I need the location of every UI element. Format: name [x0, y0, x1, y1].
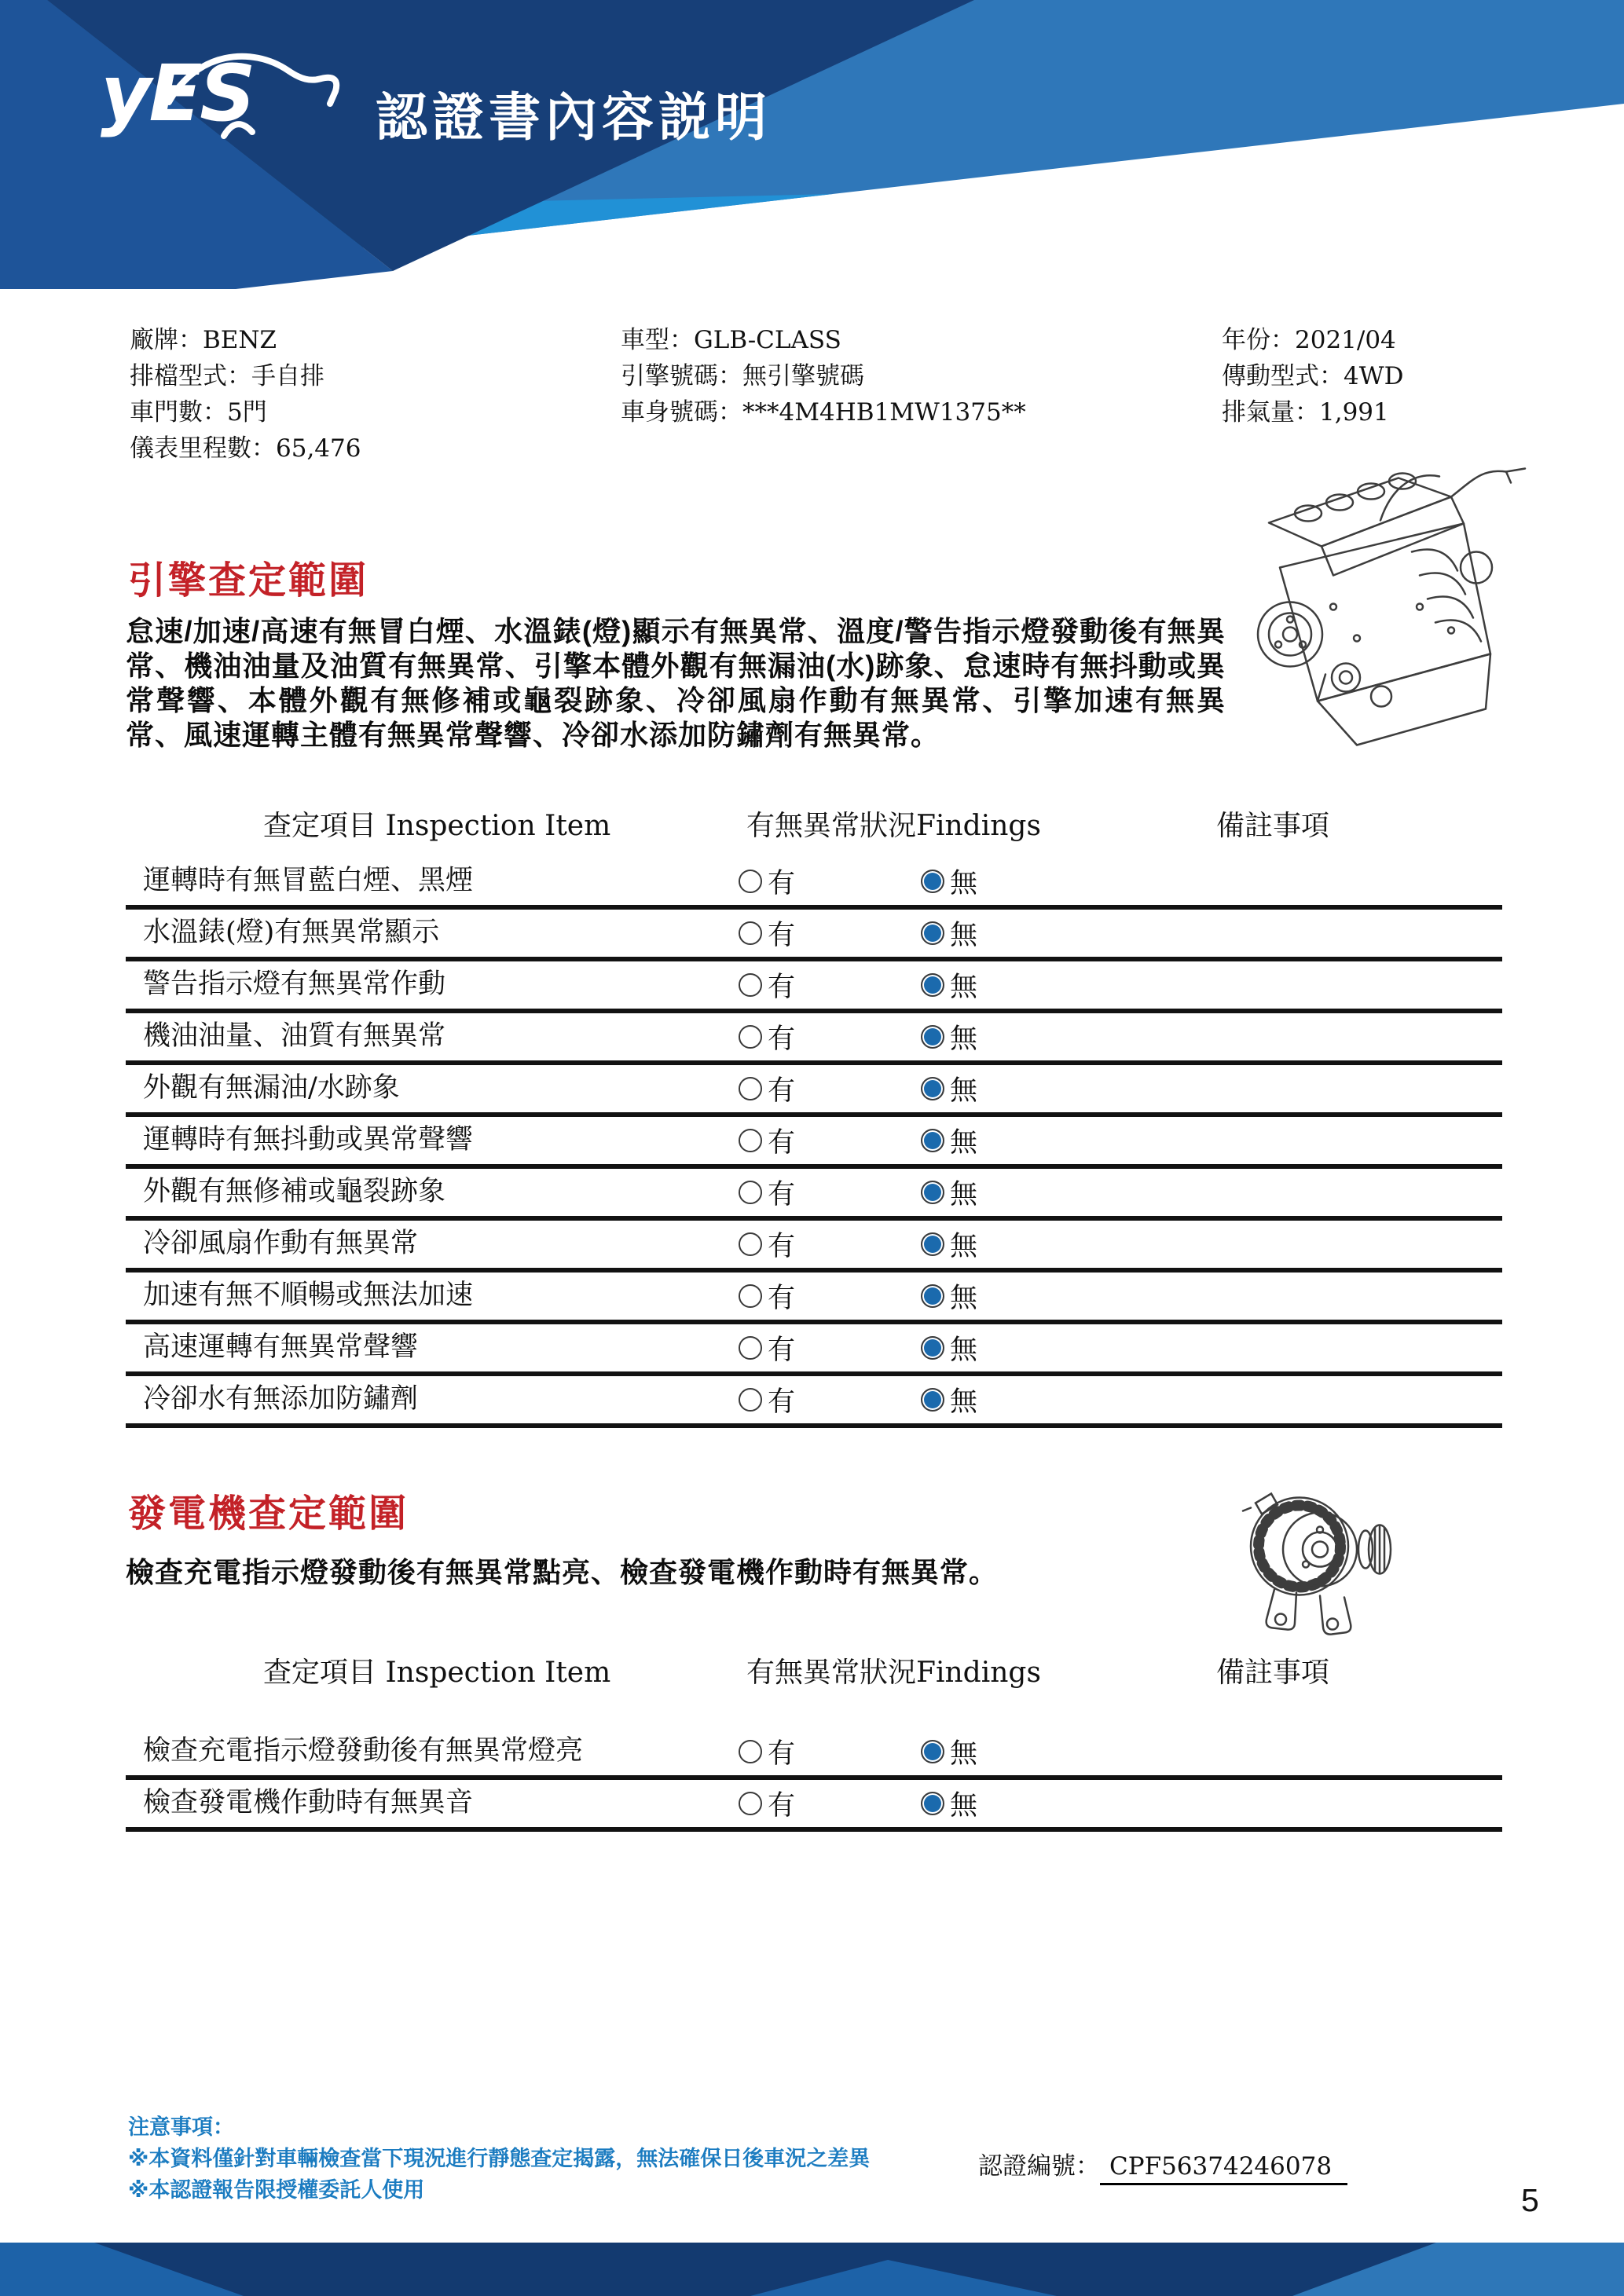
- radio-selected-icon[interactable]: [921, 1129, 944, 1152]
- radio-label: 無: [950, 920, 978, 951]
- info-value: 5門: [227, 398, 267, 427]
- engine-section-description: 怠速/加速/高速有無冒白煙、水溫錶(燈)顯示有無異常、溫度/警告指示燈發動後有無異常、機油油量及油質有無異常、引擎本體外觀有無漏油(水)跡象、怠速時有無抖動或異常聲響、本體外觀有無修補或龜裂跡象、冷卻風扇作動有無異常、引擎加速有無異常、風速運轉主體有無異常聲響、冷卻水添加防鏽劑有無異常。: [126, 615, 1226, 751]
- info-label: 排氣量：: [1222, 398, 1319, 427]
- info-label: 車門數：: [130, 398, 227, 427]
- info-value: 4WD: [1344, 362, 1404, 390]
- radio-unselected-icon[interactable]: [739, 921, 762, 945]
- radio-selected-icon[interactable]: [921, 973, 944, 997]
- radio-label: 有: [768, 1386, 796, 1418]
- radio-unselected-icon[interactable]: [739, 870, 762, 893]
- radio-unselected-icon[interactable]: [739, 1388, 762, 1412]
- inspection-item-label: 外觀有無漏油/水跡象: [143, 1072, 400, 1104]
- radio-yes[interactable]: [739, 1376, 795, 1423]
- notice-title: 注意事項：: [128, 2115, 234, 2139]
- radio-yes[interactable]: [739, 1324, 795, 1371]
- info-label: 排檔型式：: [130, 362, 251, 390]
- inspection-row: [126, 1273, 1502, 1324]
- footer-banner: [0, 2243, 1624, 2296]
- radio-label: 有: [768, 1231, 796, 1262]
- info-label: 引擎號碼：: [621, 362, 742, 390]
- radio-unselected-icon[interactable]: [739, 973, 762, 997]
- inspection-item-label: 外觀有無修補或龜裂跡象: [143, 1176, 446, 1207]
- radio-yes[interactable]: [739, 1117, 795, 1164]
- info-label: 年份：: [1222, 326, 1295, 354]
- inspection-item-label: 警告指示燈有無異常作動: [143, 969, 446, 1000]
- radio-unselected-icon[interactable]: [739, 1740, 762, 1763]
- radio-label: 有: [768, 920, 796, 951]
- radio-no[interactable]: [921, 1117, 977, 1164]
- inspection-item-label: 機油油量、油質有無異常: [143, 1020, 446, 1052]
- radio-label: 無: [950, 1127, 978, 1159]
- radio-no[interactable]: [921, 1221, 977, 1268]
- notice-line-2: ※本認證報告限授權委託人使用: [128, 2178, 425, 2202]
- generator-table-rows: [126, 1728, 1502, 1832]
- radio-no[interactable]: [921, 1065, 977, 1112]
- radio-label: 有: [768, 1738, 796, 1770]
- radio-yes[interactable]: [739, 1013, 795, 1060]
- radio-selected-icon[interactable]: [921, 1740, 944, 1763]
- info-line: [1222, 322, 1403, 358]
- yes-logo: yES: [101, 49, 254, 139]
- radio-label: 有: [768, 1075, 796, 1107]
- inspection-row: [126, 1221, 1502, 1273]
- radio-unselected-icon[interactable]: [739, 1025, 762, 1049]
- radio-selected-icon[interactable]: [921, 921, 944, 945]
- radio-yes[interactable]: [739, 1065, 795, 1112]
- inspection-row: [126, 1728, 1502, 1780]
- info-line: [130, 322, 361, 358]
- engine-table-rows: [126, 858, 1502, 1428]
- radio-label: 無: [950, 1023, 978, 1055]
- table-header-row: [126, 1650, 1502, 1700]
- radio-selected-icon[interactable]: [921, 1025, 944, 1049]
- radio-no[interactable]: [921, 1169, 977, 1216]
- radio-label: 有: [768, 1023, 796, 1055]
- info-line: [621, 358, 1026, 394]
- info-value: 2021/04: [1295, 326, 1396, 354]
- info-label: 車型：: [621, 326, 694, 354]
- radio-label: 有: [768, 1335, 796, 1366]
- info-value: ***4M4HB1MW1375**: [742, 398, 1026, 427]
- radio-yes[interactable]: [739, 858, 795, 905]
- info-label: 傳動型式：: [1222, 362, 1344, 390]
- certificate-number-value: CPF56374246078: [1100, 2152, 1347, 2185]
- radio-no[interactable]: [921, 961, 977, 1009]
- page-number: 5: [1521, 2182, 1539, 2218]
- col-header-remarks: 備註事項: [1215, 810, 1329, 842]
- inspection-item-label: 檢查發電機作動時有無異音: [143, 1787, 474, 1818]
- info-label: 車身號碼：: [621, 398, 742, 427]
- radio-label: 有: [768, 1283, 796, 1314]
- radio-no[interactable]: [921, 1273, 977, 1320]
- info-line: [621, 394, 1026, 430]
- radio-selected-icon[interactable]: [921, 1388, 944, 1412]
- col-header-inspection-item: 查定項目 Inspection Item: [263, 1657, 611, 1689]
- radio-no[interactable]: [921, 1728, 977, 1775]
- radio-label: 無: [950, 1283, 978, 1314]
- certificate-number-label: 認證編號：: [978, 2152, 1100, 2181]
- radio-yes[interactable]: [739, 1169, 795, 1216]
- radio-selected-icon[interactable]: [921, 870, 944, 893]
- radio-label: 無: [950, 1075, 978, 1107]
- radio-selected-icon[interactable]: [921, 1336, 944, 1360]
- inspection-item-label: 運轉時有無冒藍白煙、黑煙: [143, 865, 474, 896]
- radio-label: 無: [950, 1738, 978, 1770]
- vehicle-info-col-1: [621, 322, 1026, 430]
- info-label: 廠牌：: [130, 326, 203, 354]
- vehicle-info-col-0: [130, 322, 361, 467]
- inspection-row: [126, 1013, 1502, 1065]
- generator-inspection-table: [126, 1650, 1502, 1832]
- radio-yes[interactable]: [739, 1780, 795, 1827]
- col-header-findings: 有無異常狀況Findings: [746, 810, 1041, 842]
- info-line: [621, 322, 1026, 358]
- radio-label: 有: [768, 868, 796, 899]
- radio-label: 有: [768, 972, 796, 1003]
- inspection-row: [126, 858, 1502, 910]
- info-value: BENZ: [203, 326, 277, 354]
- radio-unselected-icon[interactable]: [739, 1336, 762, 1360]
- info-value: GLB-CLASS: [694, 326, 841, 354]
- inspection-row: [126, 961, 1502, 1013]
- col-header-inspection-item: 查定項目 Inspection Item: [263, 810, 611, 842]
- radio-selected-icon[interactable]: [921, 1284, 944, 1308]
- radio-unselected-icon[interactable]: [739, 1792, 762, 1815]
- inspection-row: [126, 910, 1502, 961]
- certificate-number-row: [978, 2146, 1347, 2181]
- radio-selected-icon[interactable]: [921, 1181, 944, 1204]
- radio-no[interactable]: [921, 858, 977, 905]
- engine-section-heading: 引擎查定範圍: [128, 560, 369, 602]
- inspection-row: [126, 1169, 1502, 1221]
- engine-illustration: [1214, 446, 1536, 764]
- inspection-item-label: 冷卻風扇作動有無異常: [143, 1228, 419, 1259]
- radio-label: 有: [768, 1790, 796, 1822]
- info-label: 儀表里程數：: [130, 434, 276, 463]
- info-line: [130, 394, 361, 430]
- radio-unselected-icon[interactable]: [739, 1181, 762, 1204]
- col-header-findings: 有無異常狀況Findings: [746, 1657, 1041, 1689]
- inspection-row: [126, 1324, 1502, 1376]
- inspection-row: [126, 1780, 1502, 1832]
- info-value: 1,991: [1319, 398, 1389, 427]
- info-value: 無引擎號碼: [742, 362, 864, 390]
- radio-unselected-icon[interactable]: [739, 1129, 762, 1152]
- radio-no[interactable]: [921, 910, 977, 957]
- radio-label: 無: [950, 1179, 978, 1210]
- radio-yes[interactable]: [739, 1273, 795, 1320]
- radio-unselected-icon[interactable]: [739, 1284, 762, 1308]
- inspection-item-label: 檢查充電指示燈發動後有無異常燈亮: [143, 1735, 584, 1767]
- info-line: [130, 430, 361, 467]
- page-title: 認證書內容説明: [376, 88, 772, 146]
- inspection-item-label: 水溫錶(燈)有無異常顯示: [143, 917, 440, 948]
- info-line: [1222, 358, 1403, 394]
- radio-no[interactable]: [921, 1780, 977, 1827]
- radio-selected-icon[interactable]: [921, 1232, 944, 1256]
- inspection-row: [126, 1065, 1502, 1117]
- inspection-row: [126, 1376, 1502, 1428]
- inspection-item-label: 高速運轉有無異常聲響: [143, 1331, 419, 1363]
- radio-unselected-icon[interactable]: [739, 1077, 762, 1100]
- alternator-illustration: [1227, 1470, 1408, 1642]
- radio-no[interactable]: [921, 1013, 977, 1060]
- radio-yes[interactable]: [739, 910, 795, 957]
- table-header-row: [126, 803, 1502, 853]
- radio-label: 有: [768, 1127, 796, 1159]
- radio-label: 無: [950, 972, 978, 1003]
- car-silhouette-icon: [90, 22, 365, 156]
- radio-yes[interactable]: [739, 1221, 795, 1268]
- radio-label: 無: [950, 1790, 978, 1822]
- radio-selected-icon[interactable]: [921, 1077, 944, 1100]
- info-line: [1222, 394, 1403, 430]
- radio-yes[interactable]: [739, 961, 795, 1009]
- col-header-remarks: 備註事項: [1215, 1657, 1329, 1689]
- notice-line-1: ※本資料僅針對車輛檢查當下現況進行靜態查定揭露，無法確保日後車況之差異: [128, 2147, 871, 2170]
- inspection-item-label: 運轉時有無抖動或異常聲響: [143, 1124, 474, 1155]
- inspection-item-label: 冷卻水有無添加防鏽劑: [143, 1383, 419, 1415]
- generator-section-heading: 發電機查定範圍: [128, 1493, 409, 1535]
- radio-label: 有: [768, 1179, 796, 1210]
- radio-label: 無: [950, 1386, 978, 1418]
- radio-no[interactable]: [921, 1376, 977, 1423]
- radio-label: 無: [950, 1231, 978, 1262]
- radio-yes[interactable]: [739, 1728, 795, 1775]
- generator-section-description: 檢查充電指示燈發動後有無異常點亮、檢查發電機作動時有無異常。: [126, 1556, 999, 1588]
- inspection-item-label: 加速有無不順暢或無法加速: [143, 1280, 474, 1311]
- radio-selected-icon[interactable]: [921, 1792, 944, 1815]
- radio-unselected-icon[interactable]: [739, 1232, 762, 1256]
- inspection-row: [126, 1117, 1502, 1169]
- info-value: 65,476: [276, 434, 361, 463]
- radio-label: 無: [950, 1335, 978, 1366]
- info-value: 手自排: [251, 362, 324, 390]
- vehicle-info-col-2: [1222, 322, 1403, 430]
- info-line: [130, 358, 361, 394]
- radio-no[interactable]: [921, 1324, 977, 1371]
- radio-label: 無: [950, 868, 978, 899]
- engine-inspection-table: [126, 803, 1502, 1428]
